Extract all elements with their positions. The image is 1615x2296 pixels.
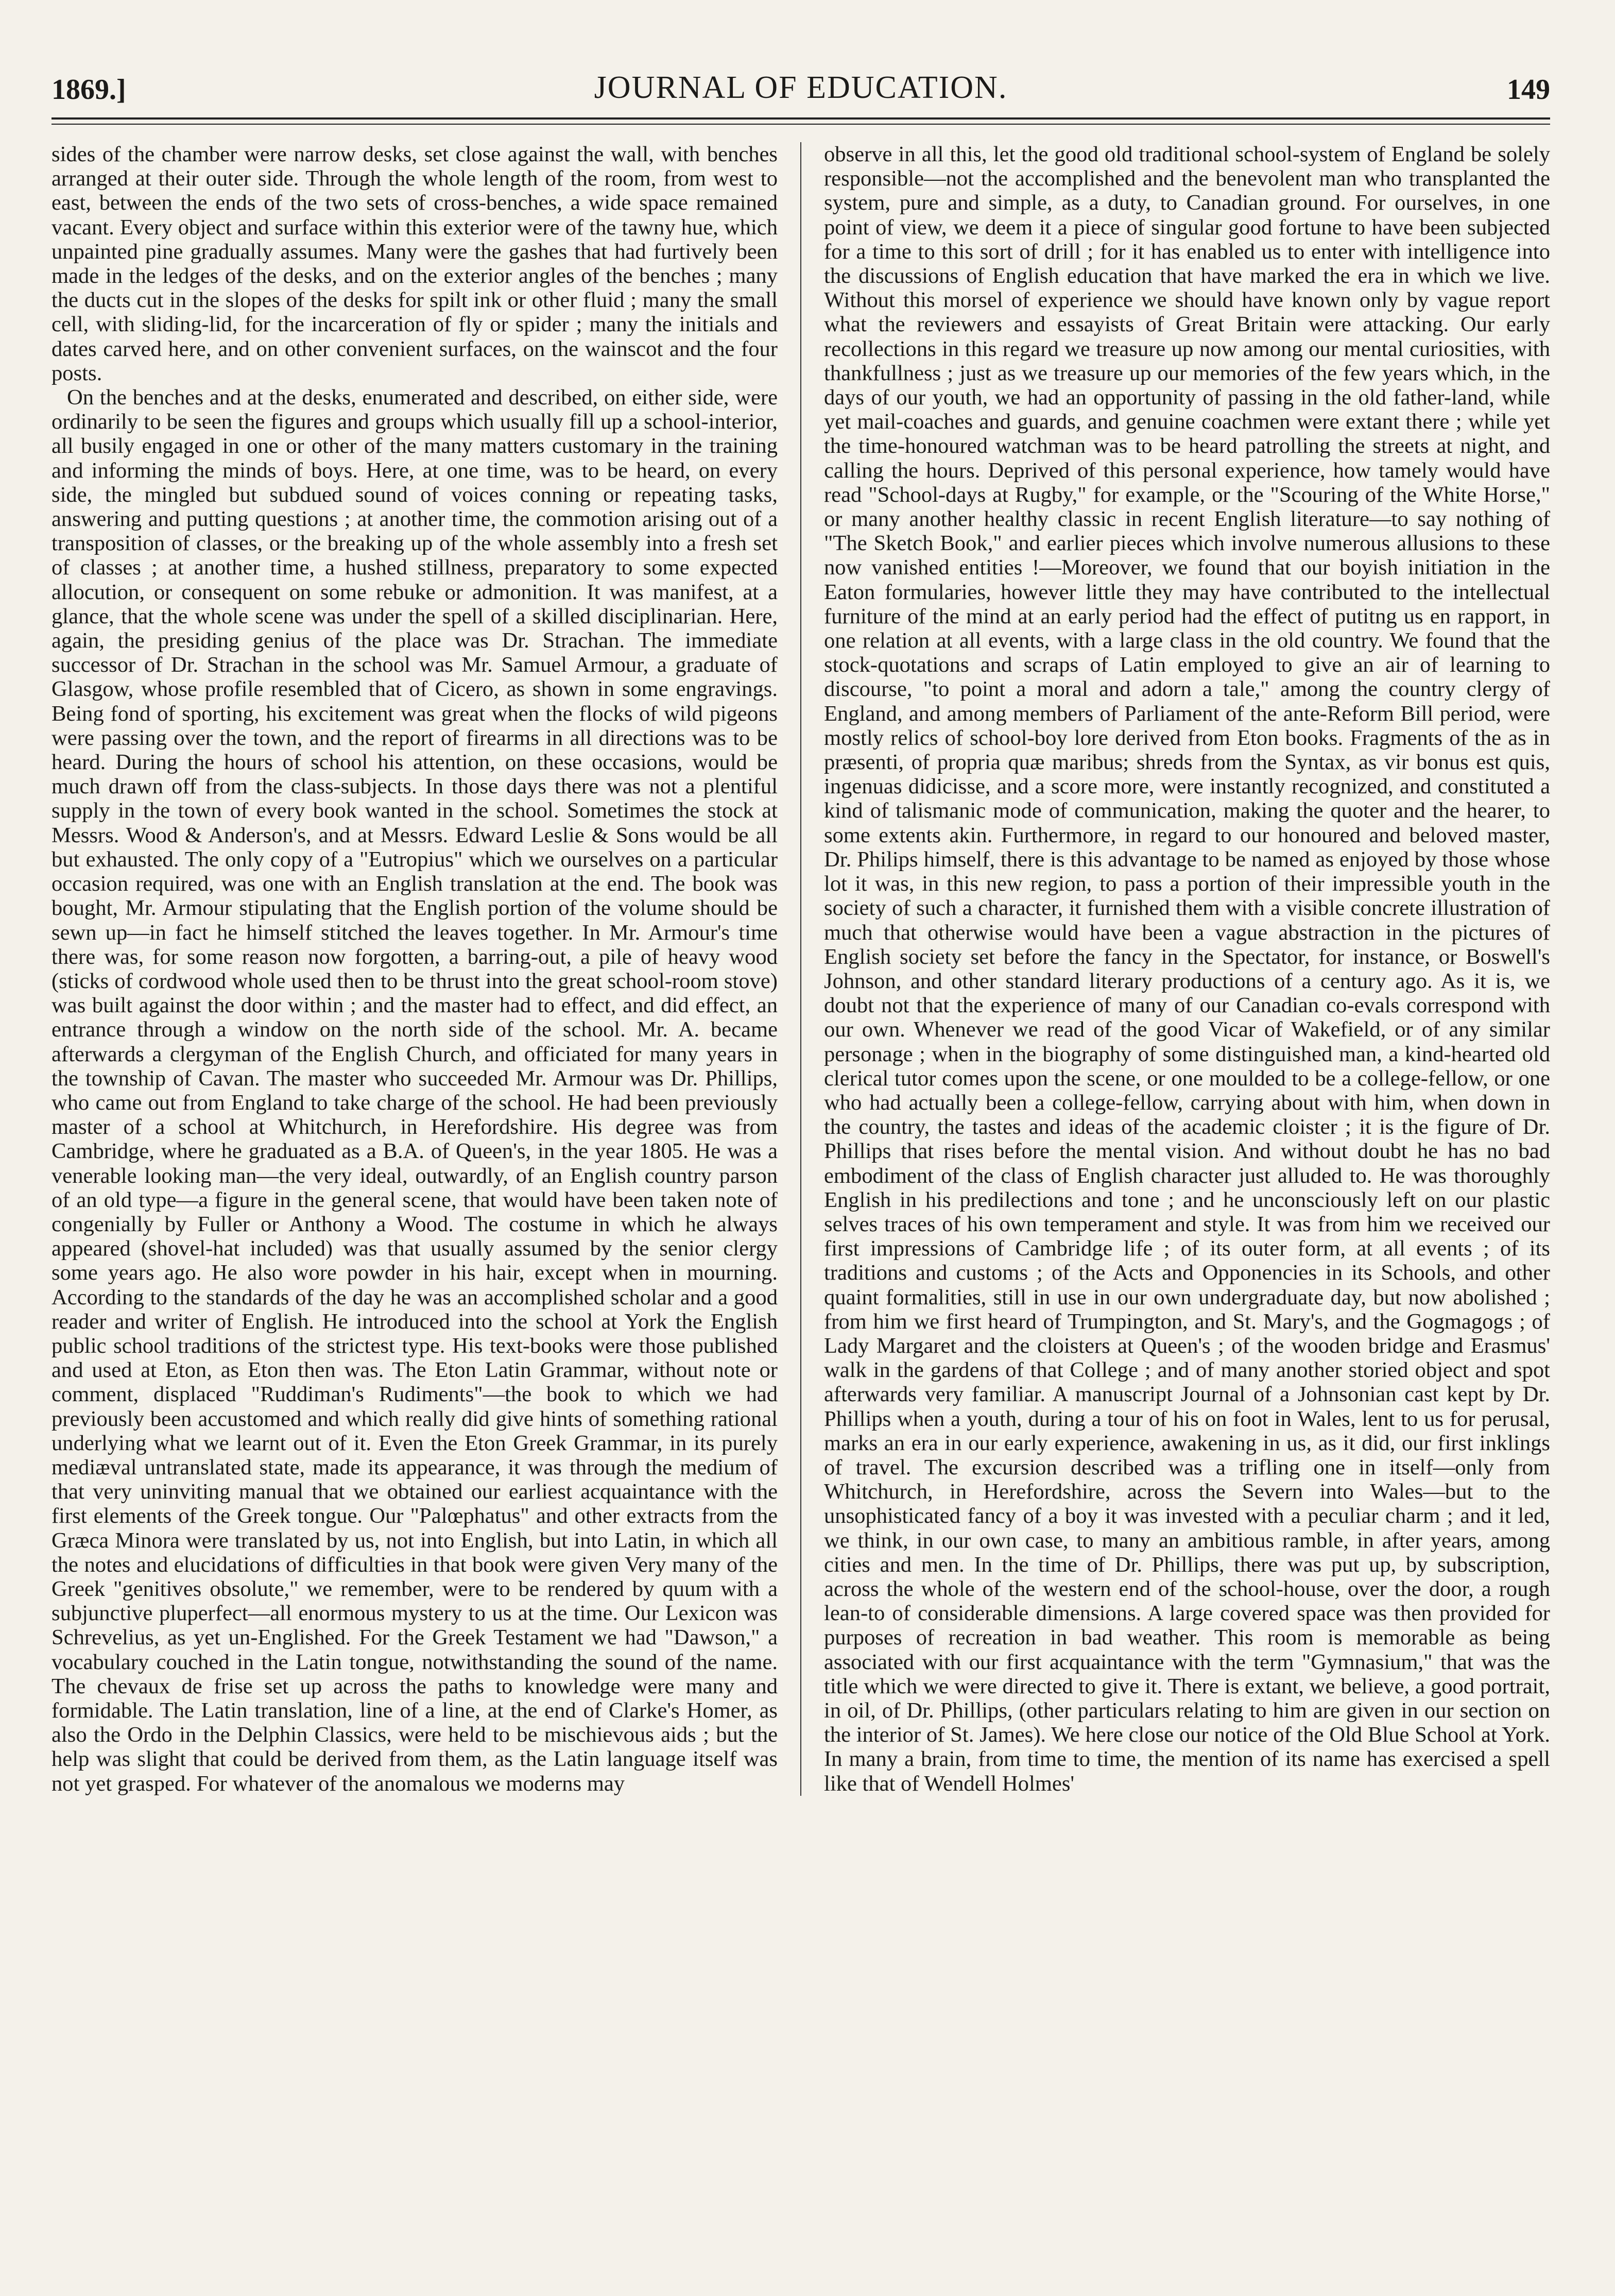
journal-page [51, 49, 1550, 2254]
journal-title: JOURNAL OF EDUCATION. [594, 70, 1008, 105]
running-header [51, 49, 1550, 106]
two-column-body [51, 142, 1550, 1796]
page-number: 149 [1507, 74, 1550, 106]
header-rule-thick [51, 117, 1550, 120]
right-column [824, 142, 1550, 1796]
right-paragraph-1: observe in all this, let the good old traditional school-system of England be solely responsible—not the accomplished and the benevolent man who transplanted the system, pure and simple, as a duty, to Canadian ground. For ourselves, in one point of view, we deem it a piece of singular good fortune to have been subjected for a time to this sort of drill ; for it has enabled us to enter with intelligence into the discussions of English education that have marked the era in which we live. Without this morsel of experience we should have known only by vague report what the reviewers and essayists of Great Britain were attacking. Our early recollections in this regard we treasure up now among our mental curiosities, with thankfullness ; just as we treasure up our memories of the few years which, in the days of our youth, we had an opportunity of passing in the old father-land, while yet mail-coaches and guards, and genuine coachmen were extant there ; while yet the time-honoured watchman was to be heard patrolling the streets at night, and calling the hours. Deprived of this personal experience, how tamely would have read "School-days at Rugby," for example, or the "Scouring of the White Horse," or many another healthy classic in recent English literature—to say nothing of "The Sketch Book," and earlier pieces which involve numerous allusions to these now vanished entities !—Moreover, we found that our boyish initiation in the Eaton formularies, however little they may have contributed to the intellectual furniture of the mind at an early period had the effect of putitng us en rapport, in one relation at all events, with a large class in the old country. We found that the stock-quotations and scraps of Latin employed to give an air of learning to discourse, "to point a moral and adorn a tale," among the country clergy of England, and among members of Parliament of the ante-Reform Bill period, were mostly relics of school-boy lore derived from Eton books. Fragments of the as in præsenti, of propria quæ maribus; shreds from the Syntax, as vir bonus est quis, ingenuas didicisse, and a score more, were instantly recognized, and constituted a kind of talismanic mode of communication, making the quoter and the hearer, to some extents akin. Furthermore, in regard to our honoured and beloved master, Dr. Philips himself, there is this advantage to be named as enjoyed by those whose lot it was, in this new region, to pass a portion of their impressible youth in the society of such a character, it furnished them with a visible concrete illustration of much that otherwise would have been a vague abstraction in the pictures of English society set before the fancy in the Spectator, for instance, or Boswell's Johnson, and other standard literary productions of a century ago. As it is, we doubt not that the experience of many of our Canadian co-evals correspond with our own. Whenever we read of the good Vicar of Wakefield, or of any similar personage ; when in the biography of some distinguished man, a kind-hearted old clerical tutor comes upon the scene, or one moulded to be a college-fellow, or one who had actually been a college-fellow, carrying about with him, when down in the country, the tastes and ideas of the academic cloister ; it is the figure of Dr. Phillips that rises before the mental vision. And without doubt he has no bad embodiment of the class of English character just alluded to. He was thoroughly English in his predilections and tone ; and he unconsciously left on our plastic selves traces of his own temperament and style. It was from him we received our first impressions of Cambridge life ; of its outer form, at all events ; of its traditions and customs ; of the Acts and Opponencies in its Schools, and other quaint formalities, still in use in our own undergraduate day, but now abolished ; from him we first heard of Trumpington, and St. Mary's, and the Gogmagogs ; of Lady Margaret and the cloisters at Queen's ; of the wooden bridge and Erasmus' walk in the gardens of that College ; and of many another storied object and spot afterwards very familiar. A manuscript Journal of a Johnsonian cast kept by Dr. Phillips when a youth, during a tour of his on foot in Wales, lent to us for perusal, marks an era in our early experience, awakening in us, as it did, our first inklings of travel. The excursion described was a trifling one in itself—only from Whitchurch, in Herefordshire, across the Severn into Wales—but to the unsophisticated fancy of a boy it was invested with a peculiar charm ; and it led, we think, in our own case, to many an ambitious ramble, in after years, among cities and men. In the time of Dr. Phillips, there was put up, by subscription, across the whole of the western end of the school-house, over the door, a rough lean-to of considerable dimensions. A large covered space was then provided for purposes of recreation in bad weather. This room is memorable as being associated with our first acquaintance with the term "Gymnasium," that was the title which we were directed to give it. There is extant, we believe, a good portrait, in oil, of Dr. Phillips, (other particulars relating to him are given in our section on the interior of St. James). We here close our notice of the Old Blue School at York. In many a brain, from time to time, the mention of its name has exercised a spell like that of Wendell Holmes' [824, 142, 1550, 1796]
left-paragraph-2: On the benches and at the desks, enumerated and described, on either side, were ordinarily to be seen the figures and groups which usually fill up a school-interior, all busily engaged in one or other of the many matters customary in the training and informing the minds of boys. Here, at one time, was to be heard, on every side, the mingled but subdued sound of voices conning or repeating tasks, answering and putting questions ; at another time, the commotion arising out of a transposition of classes, or the breaking up of the whole assembly into a fresh set of classes ; at another time, a hushed stillness, preparatory to some expected allocution, or consequent on some rebuke or admonition. It was manifest, at a glance, that the whole scene was under the spell of a skilled disciplinarian. Here, again, the presiding genius of the place was Dr. Strachan. The immediate successor of Dr. Strachan in the school was Mr. Samuel Armour, a graduate of Glasgow, whose profile resembled that of Cicero, as shown in some engravings. Being fond of sporting, his excitement was great when the flocks of wild pigeons were passing over the town, and the report of firearms in all directions was to be heard. During the hours of school his attention, on these occasions, would be much drawn off from the class-subjects. In those days there was not a plentiful supply in the town of every book wanted in the school. Sometimes the stock at Messrs. Wood & Anderson's, and at Messrs. Edward Leslie & Sons would be all but exhausted. The only copy of a "Eutropius" which we ourselves on a particular occasion required, was one with an English translation at the end. The book was bought, Mr. Armour stipulating that the English portion of the volume should be sewn up—in fact he himself stitched the leaves together. In Mr. Armour's time there was, for some reason now forgotten, a barring-out, a pile of heavy wood (sticks of cordwood whole used then to be thrust into the great school-room stove) was built against the door within ; and the master had to effect, and did effect, an entrance through a window on the north side of the school. Mr. A. became afterwards a clergyman of the English Church, and officiated for many years in the township of Cavan. The master who succeeded Mr. Armour was Dr. Phillips, who came out from England to take charge of the school. He had been previously master of a school at Whitchurch, in Herefordshire. His degree was from Cambridge, where he graduated as a B.A. of Queen's, in the year 1805. He was a venerable looking man—the very ideal, outwardly, of an English country parson of an old type—a figure in the general scene, that would have been taken note of congenially by Fuller or Anthony a Wood. The costume in which he always appeared (shovel-hat included) was that usually assumed by the senior clergy some years ago. He also wore powder in his hair, except when in mourning. According to the standards of the day he was an accomplished scholar and a good reader and writer of English. He introduced into the school at York the English public school traditions of the strictest type. His text-books were those published and used at Eton, as Eton then was. The Eton Latin Grammar, without note or comment, displaced "Ruddiman's Rudiments"—the book to which we had previously been accustomed and which really did give hints of something rational underlying what we learnt out of it. Even the Eton Greek Grammar, in its purely mediæval untranslated state, made its appearance, it was through the medium of that very uninviting manual that we obtained our earliest acquaintance with the first elements of the Greek tongue. Our "Palœphatus" and other extracts from the Græca Minora were translated by us, not into English, but into Latin, in which all the notes and elucidations of difficulties in that book were given Very many of the Greek "genitives obsolute," we remember, were to be rendered by quum with a subjunctive pluperfect—all enormous mystery to us at the time. Our Lexicon was Schrevelius, as yet un-Englished. For the Greek Testament we had "Dawson," a vocabulary couched in the Latin tongue, notwithstanding the sound of the name. The chevaux de frise set up across the paths to knowledge were many and formidable. The Latin translation, line of a line, at the end of Clarke's Homer, as also the Ordo in the Delphin Classics, were held to be mischievous aids ; but the help was slight that could be derived from them, as the Latin language itself was not yet grasped. For whatever of the anomalous we moderns may [51, 385, 778, 1796]
left-paragraph-1: sides of the chamber were narrow desks, set close against the wall, with benches arranged at their outer side. Through the whole length of the room, from west to east, between the ends of the two sets of cross-benches, a wide space remained vacant. Every object and surface within this exterior were of the tawny hue, which unpainted pine gradually assumes. Many were the gashes that had furtively been made in the ledges of the desks, and on the exterior angles of the benches ; many the ducts cut in the slopes of the desks for spilt ink or other fluid ; many the small cell, with sliding-lid, for the incarceration of fly or spider ; many the initials and dates carved here, and on other convenient surfaces, on the wainscot and the four posts. [51, 142, 778, 385]
header-year: 1869.] [51, 74, 126, 106]
left-column [51, 142, 778, 1796]
column-divider [800, 142, 801, 1796]
header-rule-thin [51, 124, 1550, 125]
